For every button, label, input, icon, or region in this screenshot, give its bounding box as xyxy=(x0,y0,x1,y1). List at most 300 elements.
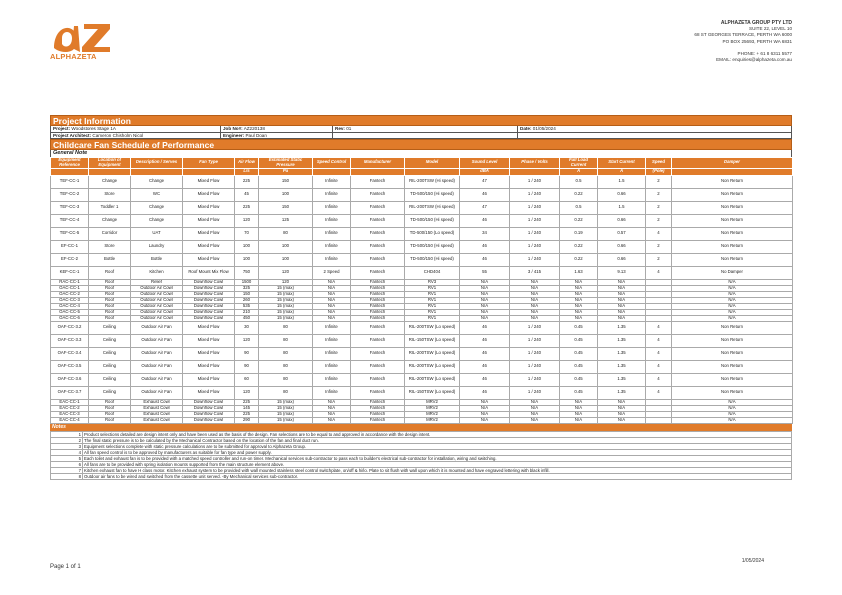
table-cell: N/A xyxy=(460,399,510,405)
table-cell: N/A xyxy=(560,303,598,309)
table-cell: N/A xyxy=(510,405,560,411)
table-cell: Mixed Flow xyxy=(183,360,235,373)
table-cell: Non Return xyxy=(672,214,793,227)
table-cell: 0.22 xyxy=(560,214,598,227)
table-cell: N/A xyxy=(598,399,646,405)
table-cell: Ceiling xyxy=(89,373,131,386)
table-cell: TEF-CC-3 xyxy=(51,201,89,214)
table-cell: Change xyxy=(131,175,183,188)
table-cell: 4 xyxy=(646,360,672,373)
table-cell: Fantech xyxy=(351,386,405,399)
page-number: Page 1 of 1 xyxy=(50,564,81,570)
table-row xyxy=(51,321,793,334)
table-cell: Fantech xyxy=(351,315,405,321)
table-cell: 1.63 xyxy=(560,266,598,279)
table-cell: N/A xyxy=(560,279,598,285)
column-unit: (Pole) xyxy=(646,168,672,175)
table-cell: RIL-150TSW (Lo speed) xyxy=(405,386,460,399)
table-cell: Exhaust Cowl xyxy=(131,417,183,423)
table-cell: 46 xyxy=(460,373,510,386)
table-cell: Outdoor Air Fan xyxy=(131,386,183,399)
table-cell: N/A xyxy=(560,291,598,297)
table-cell: Non Return xyxy=(672,175,793,188)
table-cell: 0.45 xyxy=(560,386,598,399)
table-cell: 535 xyxy=(235,303,259,309)
table-cell: RV1 xyxy=(405,309,460,315)
table-cell: 0.45 xyxy=(560,373,598,386)
column-header: Full Load Current xyxy=(560,158,598,169)
note-text: All fan speed control is to be approved by manufacturers as suitable for fan type and power supply. xyxy=(83,449,792,455)
table-cell: EAC-CC-3 xyxy=(51,411,89,417)
table-cell: N/A xyxy=(460,309,510,315)
table-cell: Downflow Cowl xyxy=(183,411,235,417)
table-cell: 9.13 xyxy=(598,266,646,279)
column-header: Speed Control xyxy=(313,158,351,169)
table-cell: N/A xyxy=(460,315,510,321)
table-cell: TEF-CC-5 xyxy=(51,227,89,240)
table-cell: Roof xyxy=(89,417,131,423)
table-cell: 60 xyxy=(235,373,259,386)
table-cell: Infinite xyxy=(313,334,351,347)
table-cell: Mixed Flow xyxy=(183,386,235,399)
table-cell: Fantech xyxy=(351,303,405,309)
table-cell: Fantech xyxy=(351,411,405,417)
table-cell: N/A xyxy=(460,291,510,297)
table-cell: Non Return xyxy=(672,360,793,373)
table-cell: 2 xyxy=(646,240,672,253)
table-cell: Fantech xyxy=(351,240,405,253)
note-text: Product selections detailed are design intent only and have been used as the basis of the design. Fan selections are to be equal to and approved in accordance with the design intent. xyxy=(83,431,792,437)
table-cell: Roof xyxy=(89,279,131,285)
table-cell: 2 Speed xyxy=(313,266,351,279)
table-cell: Laundry xyxy=(131,240,183,253)
table-cell: N/A xyxy=(672,399,793,405)
table-cell: 80 xyxy=(259,321,313,334)
note-number: 6 xyxy=(51,461,83,467)
table-cell: N/A xyxy=(598,285,646,291)
table-cell: Infinite xyxy=(313,175,351,188)
table-cell: Fantech xyxy=(351,405,405,411)
note-text: The final static pressure is to be calculated by the Mechanical Contractor based on the location of the fan and final duct run. xyxy=(83,437,792,443)
table-cell: 2 xyxy=(646,253,672,266)
table-cell: N/A xyxy=(560,405,598,411)
table-cell: 210 xyxy=(235,309,259,315)
table-cell: N/A xyxy=(313,405,351,411)
table-cell: 4 xyxy=(646,321,672,334)
table-cell: 46 xyxy=(460,334,510,347)
table-cell: 46 xyxy=(460,360,510,373)
note-number: 3 xyxy=(51,443,83,449)
table-cell: 1 / 240 xyxy=(510,201,560,214)
table-row xyxy=(51,227,793,240)
table-cell: N/A xyxy=(560,297,598,303)
table-cell: Infinite xyxy=(313,214,351,227)
note-number: 4 xyxy=(51,449,83,455)
table-cell: OAF-CC-3.5 xyxy=(51,360,89,373)
job-label: Job No#: xyxy=(223,126,243,131)
table-cell: Mixed Flow xyxy=(183,334,235,347)
table-row xyxy=(51,175,793,188)
table-cell: N/A xyxy=(510,285,560,291)
table-cell: 0.66 xyxy=(598,214,646,227)
notes-title: Notes xyxy=(50,424,792,431)
table-cell: N/A xyxy=(510,417,560,423)
date-value: 01/05/2024 xyxy=(532,126,556,131)
table-cell: Store xyxy=(89,240,131,253)
table-cell: Ceiling xyxy=(89,321,131,334)
table-row xyxy=(51,334,793,347)
logo-wordmark: ALPHAZETA xyxy=(50,52,97,61)
table-cell: N/A xyxy=(460,297,510,303)
table-cell: Outdoor Air Fan xyxy=(131,373,183,386)
table-cell: TD-500/150 (Hi speed) xyxy=(405,188,460,201)
table-cell: RIL-200TSW (Lo speed) xyxy=(405,321,460,334)
table-cell: Non Return xyxy=(672,334,793,347)
table-cell: N/A xyxy=(313,411,351,417)
table-cell: N/A xyxy=(598,279,646,285)
table-cell: Fantech xyxy=(351,201,405,214)
table-cell: Fantech xyxy=(351,227,405,240)
table-cell: 145 xyxy=(235,405,259,411)
column-header: Model xyxy=(405,158,460,169)
company-address-line-2: 68 ST GEORGES TERRACE, PERTH WA 6000 xyxy=(694,32,792,38)
table-cell: Infinite xyxy=(313,347,351,360)
fan-schedule-table xyxy=(50,157,793,424)
table-cell: 4 xyxy=(646,347,672,360)
table-cell: Non Return xyxy=(672,240,793,253)
table-cell: Roof xyxy=(89,315,131,321)
table-cell: Non Return xyxy=(672,188,793,201)
table-row xyxy=(51,386,793,399)
table-cell: N/A xyxy=(460,285,510,291)
table-cell: 15 (max) xyxy=(259,417,313,423)
note-text: Outdoor air fans to be wired and switched from the cassette unit served. -By Mechanical services sub-contractor. xyxy=(83,473,792,479)
table-row xyxy=(51,201,793,214)
note-text: All fans are to be provided with spring isolation mounts supported from the main structure element above. xyxy=(83,461,792,467)
table-cell: 100 xyxy=(259,240,313,253)
table-cell: 80 xyxy=(259,227,313,240)
table-cell: OAF-CC-3.3 xyxy=(51,334,89,347)
table-cell: Change xyxy=(89,214,131,227)
company-email: EMAIL: enquiries@alphazeta.com.au xyxy=(716,57,792,63)
table-cell: N/A xyxy=(510,411,560,417)
date-label: Date: xyxy=(520,126,532,131)
table-cell: N/A xyxy=(510,291,560,297)
table-cell: N/A xyxy=(598,405,646,411)
column-header: Equipment Reference xyxy=(51,158,89,169)
table-cell: Non Return xyxy=(672,347,793,360)
table-cell: Mixed Flow xyxy=(183,253,235,266)
table-cell: Non Return xyxy=(672,321,793,334)
table-cell: N/A xyxy=(598,297,646,303)
table-cell: 1.35 xyxy=(598,386,646,399)
table-cell: 1.5 xyxy=(598,175,646,188)
table-cell: 1 / 240 xyxy=(510,334,560,347)
table-cell: Non Return xyxy=(672,201,793,214)
table-cell: RV3 xyxy=(405,279,460,285)
table-cell: N/A xyxy=(313,291,351,297)
table-cell: N/A xyxy=(598,411,646,417)
table-cell: N/A xyxy=(672,309,793,315)
table-cell: 80 xyxy=(259,386,313,399)
table-cell: 0.45 xyxy=(560,334,598,347)
table-cell: N/A xyxy=(672,279,793,285)
note-number: 1 xyxy=(51,431,83,437)
table-cell: Fantech xyxy=(351,285,405,291)
table-cell: Non Return xyxy=(672,227,793,240)
table-cell: 1.35 xyxy=(598,347,646,360)
table-cell: 30 xyxy=(235,321,259,334)
table-cell: 0.57 xyxy=(598,227,646,240)
table-cell: UAT xyxy=(131,227,183,240)
table-cell: N/A xyxy=(672,303,793,309)
table-cell: 1.35 xyxy=(598,360,646,373)
table-cell: Outdoor Air Cowl xyxy=(131,291,183,297)
table-cell: N/A xyxy=(560,309,598,315)
table-cell: N/A xyxy=(313,417,351,423)
note-row xyxy=(51,473,792,479)
table-cell: Change xyxy=(131,214,183,227)
company-address-line-1: SUITE 22, LEVEL 10 xyxy=(749,26,792,32)
table-cell: 80 xyxy=(259,360,313,373)
table-cell: Downflow Cowl xyxy=(183,285,235,291)
table-cell: N/A xyxy=(560,315,598,321)
column-unit xyxy=(351,168,405,175)
table-cell: Fantech xyxy=(351,188,405,201)
table-cell: Fantech xyxy=(351,266,405,279)
table-cell: Ceiling xyxy=(89,347,131,360)
table-cell: Outdoor Air Fan xyxy=(131,321,183,334)
table-cell: 225 xyxy=(235,399,259,405)
table-cell: 46 xyxy=(460,214,510,227)
table-cell: 2 xyxy=(646,175,672,188)
table-cell: Exhaust Cowl xyxy=(131,411,183,417)
column-header: Phase / Volts xyxy=(510,158,560,169)
table-cell: N/A xyxy=(510,279,560,285)
note-number: 7 xyxy=(51,467,83,473)
rev-value: 01 xyxy=(346,126,352,131)
units-row xyxy=(51,168,793,175)
table-cell: RAC-CC-1 xyxy=(51,279,89,285)
table-cell: Fantech xyxy=(351,253,405,266)
table-cell: 80 xyxy=(259,373,313,386)
table-cell: 1 / 240 xyxy=(510,373,560,386)
table-cell: 1 / 240 xyxy=(510,386,560,399)
table-cell: Fantech xyxy=(351,347,405,360)
job-value: AZ220138 xyxy=(243,126,265,131)
table-cell: TEF-CC-1 xyxy=(51,175,89,188)
table-cell: Mixed Flow xyxy=(183,373,235,386)
table-cell: EF-CC-2 xyxy=(51,253,89,266)
table-cell: 15 (max) xyxy=(259,411,313,417)
table-cell: Fantech xyxy=(351,297,405,303)
table-cell: Mixed Flow xyxy=(183,321,235,334)
table-cell: Downflow Cowl xyxy=(183,297,235,303)
table-cell: Infinite xyxy=(313,188,351,201)
table-cell: Downflow Cowl xyxy=(183,303,235,309)
table-cell: Infinite xyxy=(313,386,351,399)
table-cell: 325 xyxy=(235,285,259,291)
table-cell: Toddler 1 xyxy=(89,201,131,214)
table-cell: MRV2 xyxy=(405,399,460,405)
table-cell: RV1 xyxy=(405,285,460,291)
table-cell: OAC-CC-5 xyxy=(51,309,89,315)
table-cell: Infinite xyxy=(313,373,351,386)
table-cell: OAF-CC-3.7 xyxy=(51,386,89,399)
table-cell: N/A xyxy=(672,315,793,321)
table-cell: Outdoor Air Cowl xyxy=(131,297,183,303)
table-cell: Relief xyxy=(131,279,183,285)
engineer-label: Engineer: xyxy=(223,132,245,138)
table-cell: 100 xyxy=(259,253,313,266)
table-cell: RIL-200TSW (Lo speed) xyxy=(405,347,460,360)
table-cell: Fantech xyxy=(351,321,405,334)
table-row xyxy=(51,240,793,253)
table-cell: 100 xyxy=(235,240,259,253)
company-phone: PHONE: + 61 8 6311 5577 xyxy=(737,50,792,56)
general-note-label: General Note xyxy=(50,150,792,157)
table-cell: N/A xyxy=(560,285,598,291)
table-cell: Mixed Flow xyxy=(183,214,235,227)
table-cell: RIL-200TSW (Lo speed) xyxy=(405,360,460,373)
table-cell: Outdoor Air Cowl xyxy=(131,303,183,309)
table-cell: 100 xyxy=(259,188,313,201)
table-cell: N/A xyxy=(598,309,646,315)
table-cell: Fantech xyxy=(351,399,405,405)
table-cell: N/A xyxy=(598,291,646,297)
table-cell: 150 xyxy=(259,201,313,214)
table-cell: Non Return xyxy=(672,386,793,399)
table-cell: N/A xyxy=(313,303,351,309)
table-cell: Corridor xyxy=(89,227,131,240)
table-cell: 125 xyxy=(259,214,313,227)
table-cell: N/A xyxy=(598,315,646,321)
table-cell: RIL-150TSW (Lo speed) xyxy=(405,334,460,347)
table-cell: 15 (max) xyxy=(259,315,313,321)
column-header: Damper xyxy=(672,158,793,169)
table-cell: 15 (max) xyxy=(259,291,313,297)
table-cell: 47 xyxy=(460,201,510,214)
column-unit: A xyxy=(560,168,598,175)
table-cell: 1 / 240 xyxy=(510,240,560,253)
table-cell: Infinite xyxy=(313,240,351,253)
table-cell: OAC-CC-1 xyxy=(51,285,89,291)
table-cell: N/A xyxy=(560,411,598,417)
table-cell: Mixed Flow xyxy=(183,201,235,214)
table-cell: OAC-CC-2 xyxy=(51,291,89,297)
note-number: 5 xyxy=(51,455,83,461)
table-cell: Downflow Cowl xyxy=(183,315,235,321)
table-cell: 1 / 240 xyxy=(510,188,560,201)
table-cell: N/A xyxy=(510,303,560,309)
table-cell: N/A xyxy=(313,297,351,303)
table-cell: Outdoor Air Fan xyxy=(131,347,183,360)
table-cell: 0.45 xyxy=(560,360,598,373)
table-cell: 120 xyxy=(259,266,313,279)
table-cell: Downflow Cowl xyxy=(183,291,235,297)
table-cell: N/A xyxy=(672,405,793,411)
table-cell: MRV2 xyxy=(405,417,460,423)
table-cell: Downflow Cowl xyxy=(183,405,235,411)
table-cell: Roof xyxy=(89,285,131,291)
table-cell: TEF-CC-2 xyxy=(51,188,89,201)
column-header: Manufacturer xyxy=(351,158,405,169)
table-cell: Exhaust Cowl xyxy=(131,405,183,411)
table-cell: 46 xyxy=(460,188,510,201)
table-cell: MRV2 xyxy=(405,405,460,411)
table-cell: 290 xyxy=(235,417,259,423)
architect-value: Cameron Chisholm Nicol xyxy=(92,132,144,138)
column-header: Location of Equipment xyxy=(89,158,131,169)
table-cell: RV1 xyxy=(405,315,460,321)
engineer-value: Paul Doan xyxy=(245,132,267,138)
table-cell: 90 xyxy=(235,347,259,360)
table-cell: 4 xyxy=(646,386,672,399)
schedule-sheet xyxy=(50,115,792,480)
table-cell: Fantech xyxy=(351,334,405,347)
table-cell: 0.45 xyxy=(560,321,598,334)
table-cell: N/A xyxy=(672,417,793,423)
table-cell: N/A xyxy=(672,297,793,303)
table-cell: Mixed Flow xyxy=(183,175,235,188)
header-row xyxy=(51,158,793,169)
table-cell: 80 xyxy=(259,334,313,347)
table-cell: MRV2 xyxy=(405,411,460,417)
table-cell: 46 xyxy=(460,240,510,253)
table-cell: 450 xyxy=(235,315,259,321)
table-cell: Downflow Cowl xyxy=(183,417,235,423)
table-cell: OAC-CC-6 xyxy=(51,315,89,321)
table-cell: Infinite xyxy=(313,253,351,266)
table-cell: 1 / 240 xyxy=(510,321,560,334)
table-cell: OAC-CC-3 xyxy=(51,297,89,303)
table-cell: EAC-CC-2 xyxy=(51,405,89,411)
table-cell xyxy=(646,417,672,423)
column-header: Speed xyxy=(646,158,672,169)
column-unit xyxy=(131,168,183,175)
table-cell: KEF-CC-1 xyxy=(51,266,89,279)
table-cell: 120 xyxy=(259,279,313,285)
table-cell: 15 (max) xyxy=(259,297,313,303)
table-cell: 0.45 xyxy=(560,347,598,360)
note-text: Kitchen exhaust fan to have H class motor. Kitchen exhaust system to be provided with wall mounted stainless steel control switchplate, on/off & hi/lo. Plate to sit flush with wall upon which it is mounted and have engraved lettering with black infill. xyxy=(83,467,792,473)
column-unit: Pa xyxy=(259,168,313,175)
table-cell: Roof xyxy=(89,309,131,315)
schedule-title: Childcare Fan Schedule of Performance xyxy=(50,139,792,150)
table-cell: 15 (max) xyxy=(259,405,313,411)
table-cell: 0.22 xyxy=(560,240,598,253)
table-cell: N/A xyxy=(460,405,510,411)
table-cell: 1.35 xyxy=(598,334,646,347)
table-cell: 2 xyxy=(646,188,672,201)
table-cell: N/A xyxy=(510,309,560,315)
table-cell: 46 xyxy=(460,386,510,399)
table-cell: Fantech xyxy=(351,214,405,227)
table-cell: Infinite xyxy=(313,227,351,240)
table-cell: Mixed Flow xyxy=(183,347,235,360)
table-cell: Kitchen xyxy=(131,266,183,279)
table-cell: N/A xyxy=(598,417,646,423)
table-cell: TD-500/150 (Lo speed) xyxy=(405,227,460,240)
table-cell: 80 xyxy=(259,347,313,360)
table-cell: Infinite xyxy=(313,321,351,334)
column-unit xyxy=(672,168,793,175)
table-cell: EF-CC-1 xyxy=(51,240,89,253)
table-cell: EAC-CC-4 xyxy=(51,417,89,423)
table-cell: 15 (max) xyxy=(259,309,313,315)
table-cell: Store xyxy=(89,188,131,201)
table-cell: 1 / 240 xyxy=(510,253,560,266)
